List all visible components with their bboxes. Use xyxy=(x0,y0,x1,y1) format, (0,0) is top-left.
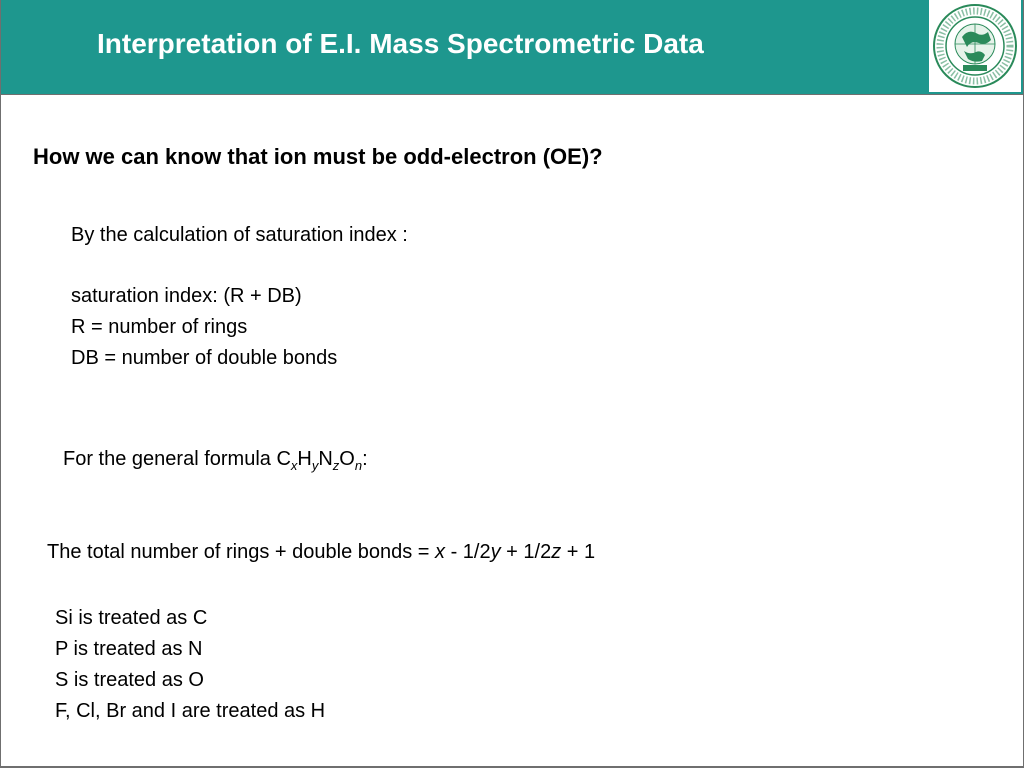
slide-title: Interpretation of E.I. Mass Spectrometric Data xyxy=(97,28,704,59)
variable-x: x xyxy=(435,541,446,563)
question-heading: How we can know that ion must be odd-electron (OE)? xyxy=(33,144,603,169)
formula-text: N xyxy=(318,448,333,470)
general-formula xyxy=(63,448,368,471)
definition-line: R = number of rings xyxy=(71,316,248,338)
subscript-n: n xyxy=(354,458,363,473)
seal-icon xyxy=(932,3,1018,89)
rule-line: P is treated as N xyxy=(55,638,203,660)
formula-text: For the general formula C xyxy=(63,448,291,470)
equation-text: The total number of rings + double bonds = xyxy=(47,541,436,563)
equation-text: + 1 xyxy=(561,541,596,563)
title-divider xyxy=(1,94,1023,95)
intro-text: By the calculation of saturation index : xyxy=(71,224,408,246)
subscript-x: x xyxy=(290,458,298,473)
formula-text: O xyxy=(339,448,355,470)
rule-line: F, Cl, Br and I are treated as H xyxy=(55,700,326,722)
subscript-z: z xyxy=(332,458,340,473)
equation-text: - 1/2 xyxy=(445,541,491,563)
title-bar xyxy=(1,0,1023,94)
variable-y: y xyxy=(490,541,501,563)
variable-z: z xyxy=(551,541,562,563)
formula-text: : xyxy=(362,448,368,470)
equation-text: + 1/2 xyxy=(500,541,552,563)
total-equation xyxy=(47,541,595,564)
rule-line: S is treated as O xyxy=(55,669,204,691)
institution-logo xyxy=(929,0,1021,92)
definition-line: DB = number of double bonds xyxy=(71,347,338,369)
subscript-y: y xyxy=(311,458,319,473)
formula-text: H xyxy=(297,448,312,470)
rule-line: Si is treated as C xyxy=(55,607,208,629)
definition-line: saturation index: (R + DB) xyxy=(71,285,302,307)
